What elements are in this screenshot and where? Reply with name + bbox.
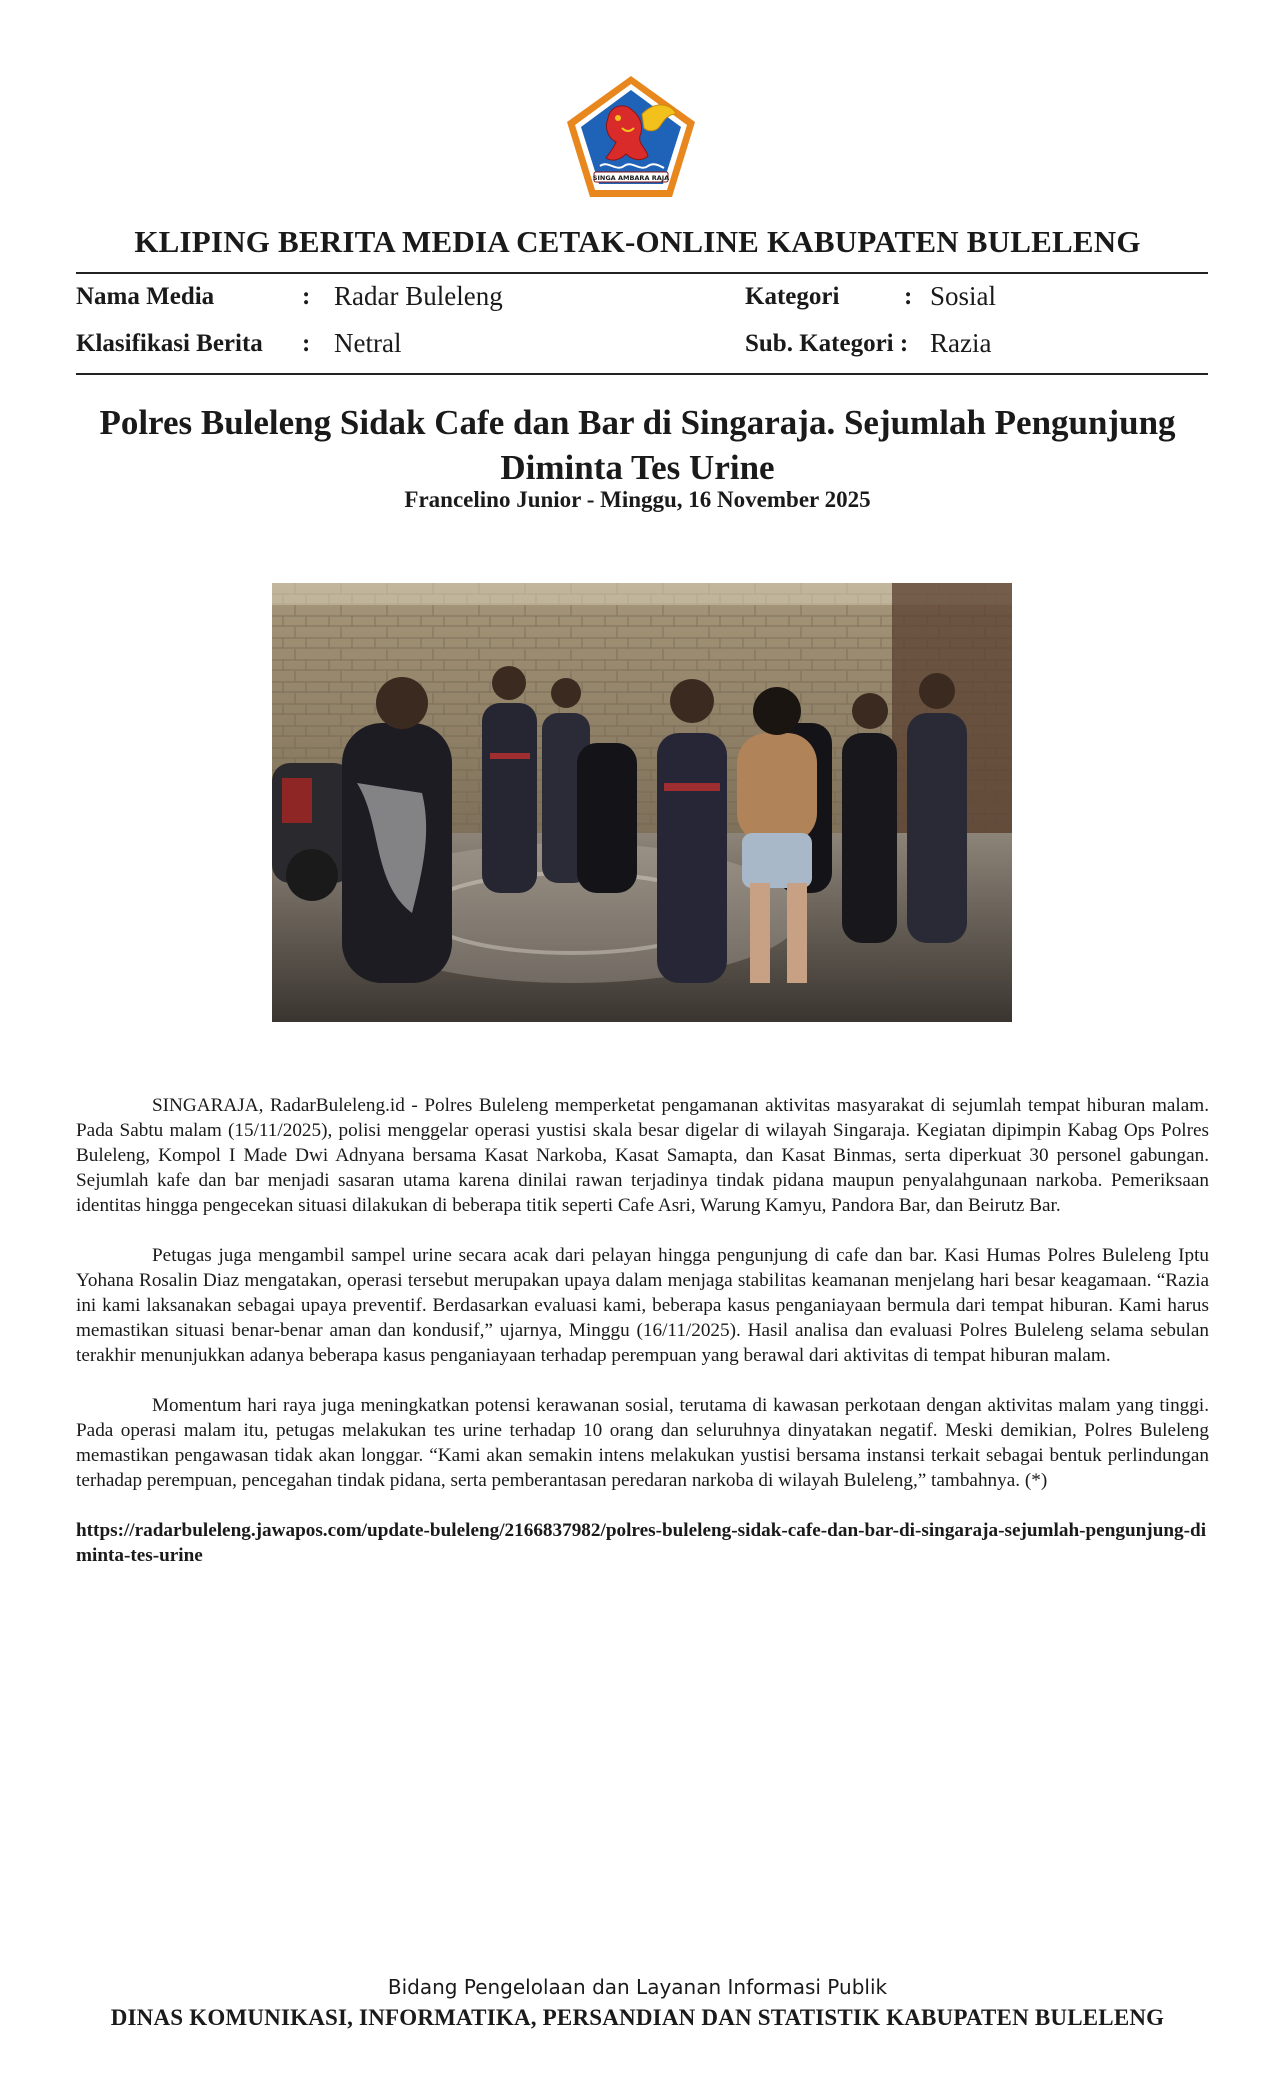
emblem-motto: SINGA AMBARA RAJA [592,174,670,182]
article-paragraph-2: Petugas juga mengambil sampel urine secara acak dari pelayan hingga pengunjung di cafe dan bar. Kasi Humas Polres Buleleng Iptu Yohana Rosalin Diaz mengatakan, operasi tersebut merupakan upaya dalam menjaga stabilitas keamanan menjelang hari besar keagamaan. “Razia ini kami laksanakan sebagai upaya preventif. Berdasarkan evaluasi kami, beberapa kasus penganiayaan bermula dari tempat hiburan. Kami harus memastikan situasi benar-benar aman dan kondusif,” ujarnya, Minggu (16/11/2025). Hasil analisa dan evaluasi Polres Buleleng selama sebulan terakhir menunjukkan adanya beberapa kasus penganiayaan terhadap perempuan yang berawal dari aktivitas di tempat hiburan malam. [76,1245,1209,1366]
subkategori-label: Sub. Kategori : [745,330,909,357]
media-colon: : [302,283,311,310]
media-value: Radar Buleleng [334,281,503,311]
buleleng-regency-emblem-icon [564,74,698,200]
subkategori-value: Razia [930,328,992,358]
article-paragraph-3: Momentum hari raya juga meningkatkan potensi kerawanan sosial, terutama di kawasan perkotaan dengan aktivitas malam yang tinggi. Pada operasi malam itu, petugas melakukan tes urine terhadap 10 orang dan seluruhnya dinyatakan negatif. Meski demikian, Polres Buleleng memastikan pengawasan tidak akan longgar. “Kami akan semakin intens melakukan yustisi bersama instansi terkait sebagai bentuk perlindungan terhadap perempuan, pencegahan tindak pidana, serta pemberantasan peredaran narkoba di wilayah Buleleng,” tambahnya. (*) [76,1395,1209,1491]
page-title: KLIPING BERITA MEDIA CETAK-ONLINE KABUPATEN BULELENG [134,224,1141,259]
klasifikasi-value: Netral [334,328,402,358]
article-headline: Polres Buleleng Sidak Cafe dan Bar di Singaraja. Sejumlah Pengunjung Diminta Tes Urine [99,403,1176,487]
article-byline: Francelino Junior - Minggu, 16 November 2025 [404,487,871,512]
article-body [76,1093,1209,1593]
article-photo [272,583,1012,1022]
klasifikasi-label: Klasifikasi Berita [76,330,263,357]
footer-agency: DINAS KOMUNIKASI, INFORMATIKA, PERSANDIAN DAN STATISTIK KABUPATEN BULELENG [110,2005,1165,2030]
klasifikasi-colon: : [302,330,311,357]
divider-bottom [76,373,1208,375]
kategori-label: Kategori [745,283,840,310]
kategori-colon: : [904,283,913,310]
kategori-value: Sosial [930,281,997,311]
footer-unit: Bidang Pengelolaan dan Layanan Informasi Publik [387,1975,888,1999]
article-paragraph-1: SINGARAJA, RadarBuleleng.id - Polres Buleleng memperketat pengamanan aktivitas masyarakat di sejumlah tempat hiburan malam. Pada Sabtu malam (15/11/2025), polisi menggelar operasi yustisi skala besar digelar di wilayah Singaraja. Kegiatan dipimpin Kabag Ops Polres Buleleng, Kompol I Made Dwi Adnyana bersama Kasat Narkoba, Kasat Samapta, dan Kasat Binmas, serta diperkuat 30 personel gabungan. Sejumlah kafe dan bar menjadi sasaran utama karena dinilai rawan terjadinya tindak pidana maupun penyalahgunaan narkoba. Pemeriksaan identitas hingga pengecekan situasi dilakukan di beberapa titik seperti Cafe Asri, Warung Kamyu, Pandora Bar, dan Beirutz Bar. [76,1095,1209,1216]
media-label: Nama Media [76,283,215,310]
divider-top [76,272,1208,274]
source-url-link[interactable]: https://radarbuleleng.jawapos.com/update-buleleng/2166837982/polres-buleleng-sidak-cafe-dan-bar-di-singaraja-sejumlah-pengunjung-diminta-tes-urine [76,1520,1207,1566]
